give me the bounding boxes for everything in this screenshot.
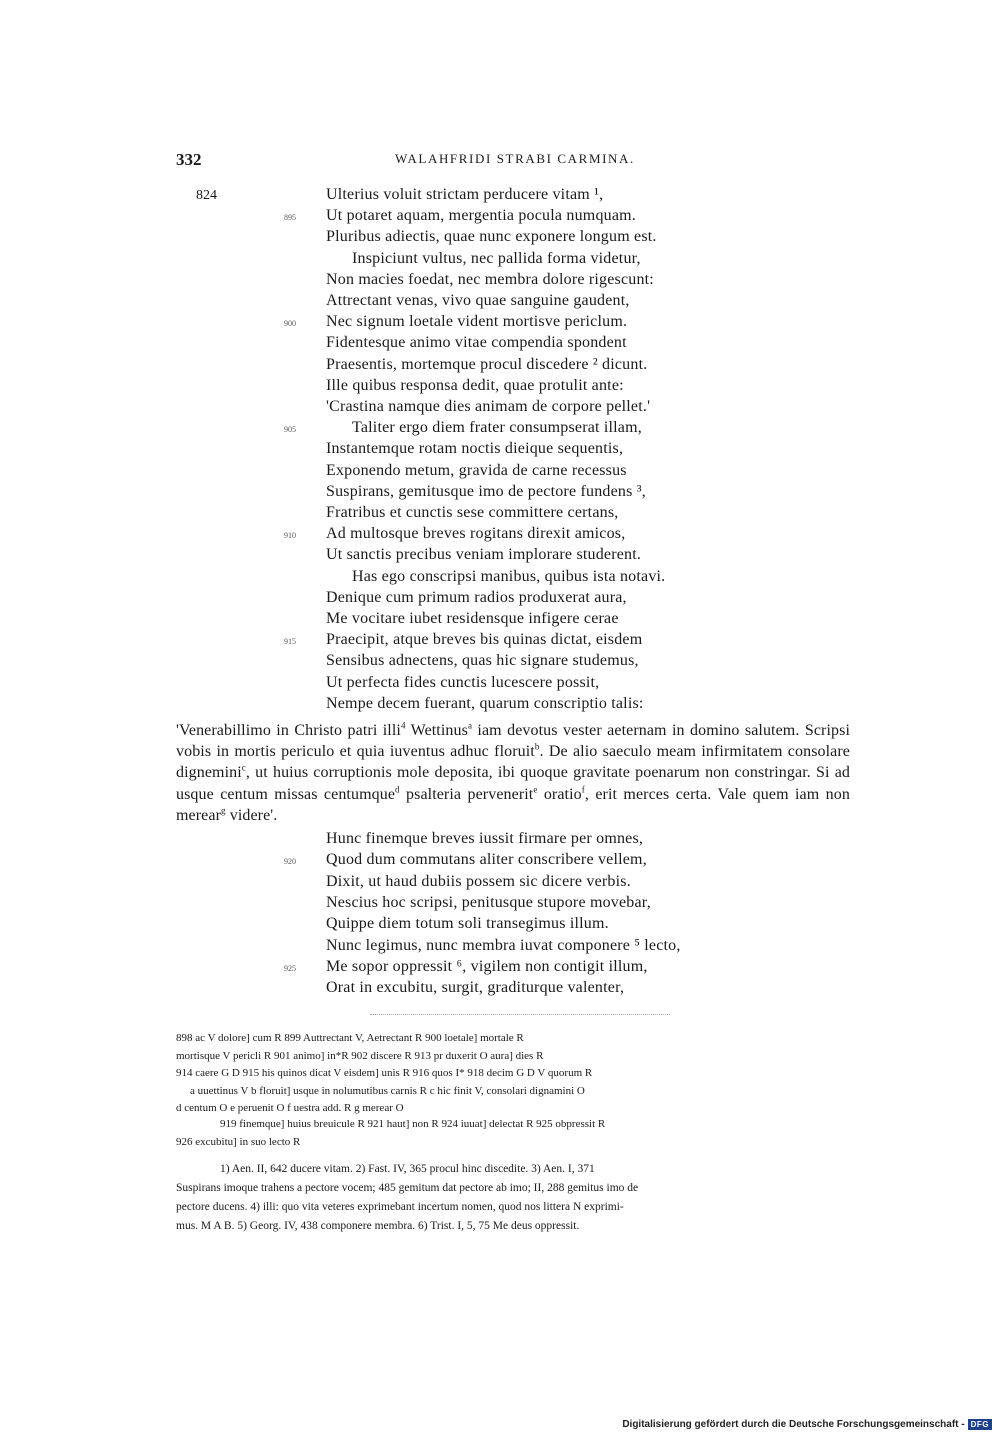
prose-sup: f <box>581 784 585 795</box>
credit-text: Digitalisierung gefördert durch die Deutsche Forschungsgemeinschaft - <box>622 1419 965 1430</box>
page-number: 332 <box>176 150 202 169</box>
footnote-line: mus. M A B. 5) Georg. IV, 438 componere membra. 6) Trist. I, 5, 75 Me deus oppressit. <box>176 1220 580 1232</box>
apparatus-line: 919 finemque] huius breuicule R 921 haut] non R 924 iuuat] delectat R 925 obpressit R <box>220 1118 606 1130</box>
verse-line: Sensibus adnectens, quas hic signare studemus, <box>326 652 639 670</box>
critical-apparatus-2 <box>176 1116 850 1151</box>
apparatus-line: mortisque V pericli R 901 animo] in*R 902 discere R 913 pr duxerit O aura] dies R <box>176 1049 544 1062</box>
verse-line: Nescius hoc scripsi, penitusque stupore movebar, <box>326 893 651 911</box>
verse-line: Quod dum commutans aliter conscribere vellem, <box>326 851 647 869</box>
verse-line: Orat in excubitu, surgit, graditurque valenter, <box>326 979 625 997</box>
apparatus-line: d centum O e peruenit O f uestra add. R g merear O <box>176 1102 404 1115</box>
verse-line: 'Crastina namque dies animam de corpore pellet.' <box>326 398 651 415</box>
verse-line: Ille quibus responsa dedit, quae protulit ante: <box>326 376 624 394</box>
verse-line: Instantemque rotam noctis dieique sequentis, <box>326 440 624 458</box>
footnote-line: pectore ducens. 4) illi: quo vita veteres exprimebant incertum nomen, quod nos littera N exprimi- <box>176 1201 624 1213</box>
prose-sup: e <box>533 784 538 795</box>
verse-line: Denique cum primum radios produxerat aura, <box>326 588 627 606</box>
prose-sup: c <box>241 763 246 774</box>
footnote-line: Suspirans imoque trahens a pectore vocem; 485 gemitum dat pectore ab imo; II, 288 gemitus imo de <box>176 1182 639 1194</box>
running-head: WALAHFRIDI STRABI CARMINA. <box>395 151 635 166</box>
critical-apparatus <box>176 1030 850 1118</box>
verse-line: Praesentis, mortemque procul discedere ² dicunt. <box>326 355 648 373</box>
prose-text: videre'. <box>225 806 278 824</box>
verse-line: Attrectant venas, vivo quae sanguine gaudent, <box>326 292 630 309</box>
prose-text: psalteria pervenerit <box>399 785 534 803</box>
verse-line: Taliter ergo diem frater consumpserat illam, <box>352 419 642 437</box>
line-number: 900 <box>284 319 296 329</box>
apparatus-line: 914 caere G D 915 his quinos dicat V eisdem] unis R 916 quos I* 918 decim G D V quorum R <box>176 1067 593 1080</box>
apparatus-line: 926 excubitu] in suo lecto R <box>176 1135 301 1148</box>
verse-line: Fidentesque animo vitae compendia spondent <box>326 334 627 352</box>
prose-text: Wettinus <box>405 722 468 739</box>
line-number: 910 <box>284 531 296 541</box>
verse-line: Dixit, ut haud dubiis possem sic dicere verbis. <box>326 872 631 890</box>
letter-prose <box>176 720 850 826</box>
verse-line: Exponendo metum, gravida de carne recessus <box>326 461 627 479</box>
prose-text: , erit merces certa. Vale quem iam non merear <box>176 785 850 824</box>
verse-line: Ut sanctis precibus veniam implorare studerent. <box>326 546 642 564</box>
verse-line: Inspiciunt vultus, nec pallida forma videtur, <box>352 249 641 267</box>
prose-text: . De alio saeculo meam infirmitatem consolare dignemini <box>176 743 851 782</box>
verse-line: Me sopor oppressit ⁶, vigilem non contigit illum, <box>326 957 648 975</box>
line-number: 920 <box>284 857 296 867</box>
prose-sup: d <box>395 784 400 795</box>
prose-sup: a <box>467 720 473 731</box>
verse-line: Ad multosque breves rogitans direxit amicos, <box>326 525 626 543</box>
verse-line: Nunc legimus, nunc membra iuvat componere ⁵ lecto, <box>326 936 681 954</box>
line-number: 905 <box>284 425 296 435</box>
digitization-credit <box>622 1419 992 1430</box>
line-number: 895 <box>284 213 296 223</box>
apparatus-line: 898 ac V dolore] cum R 899 Auttrectant V, Aetrectant R 900 loetale] mortale R <box>176 1032 524 1044</box>
verse-line: Suspirans, gemitusque imo de pectore fundens ³, <box>326 482 646 500</box>
line-number: 925 <box>284 963 296 973</box>
prose-text: , ut huius corruptionis mole deposita, ibi quoque gravitate poenarum non constringar. Si ad usque centum missas centumque <box>176 764 850 803</box>
dfg-logo: DFG <box>968 1419 992 1430</box>
verse-line: Non macies foedat, nec membra dolore rigescunt: <box>326 270 654 288</box>
verse-line: Nec signum loetale vident mortisve periclum. <box>326 313 628 331</box>
verse-line: Me vocitare iubet residensque infigere cerae <box>326 610 619 627</box>
verse-line: Hunc finemque breves iussit firmare per omnes, <box>326 830 644 847</box>
prose-sup: g <box>221 805 226 816</box>
prose-text: iam devotus vester aeternam in domino salutem. Scripsi vobis in mortis periculo et quia iuventus adhuc floruit <box>176 722 850 761</box>
verse-line: Has ego conscripsi manibus, quibus ista notavi. <box>352 567 666 585</box>
verse-line: Quippe diem totum soli transegimus illum. <box>326 915 609 933</box>
verse-line: Ulterius voluit strictam perducere vitam ¹, <box>326 186 604 203</box>
prose-sup: b <box>534 741 540 752</box>
line-number: 915 <box>284 637 296 647</box>
verse-line: Ut potaret aquam, mergentia pocula numquam. <box>326 207 636 225</box>
footnotes <box>176 1160 850 1236</box>
verse-line: Fratribus et cunctis sese committere certans, <box>326 504 619 521</box>
verse-line: Ut perfecta fides cunctis lucescere possit, <box>326 673 600 691</box>
divider <box>370 1014 670 1015</box>
prose-sup: 4 <box>400 720 406 731</box>
verse-line: Nempe decem fuerant, quarum conscriptio talis: <box>326 694 644 712</box>
margin-page-ref: 824 <box>196 188 217 203</box>
apparatus-line: a uuettinus V b floruit] usque in nolumutibus carnis R c hic finit V, consolari dignamini O <box>190 1084 585 1097</box>
prose-text: oratio <box>537 785 582 803</box>
verse-line: Pluribus adiectis, quae nunc exponere longum est. <box>326 228 657 246</box>
footnote-line: 1) Aen. II, 642 ducere vitam. 2) Fast. IV, 365 procul hinc discedite. 3) Aen. I, 371 <box>220 1163 595 1175</box>
prose-text: 'Venerabillimo in Christo patri illi <box>176 722 401 739</box>
verse-line: Praecipit, atque breves bis quinas dictat, eisdem <box>326 631 643 649</box>
